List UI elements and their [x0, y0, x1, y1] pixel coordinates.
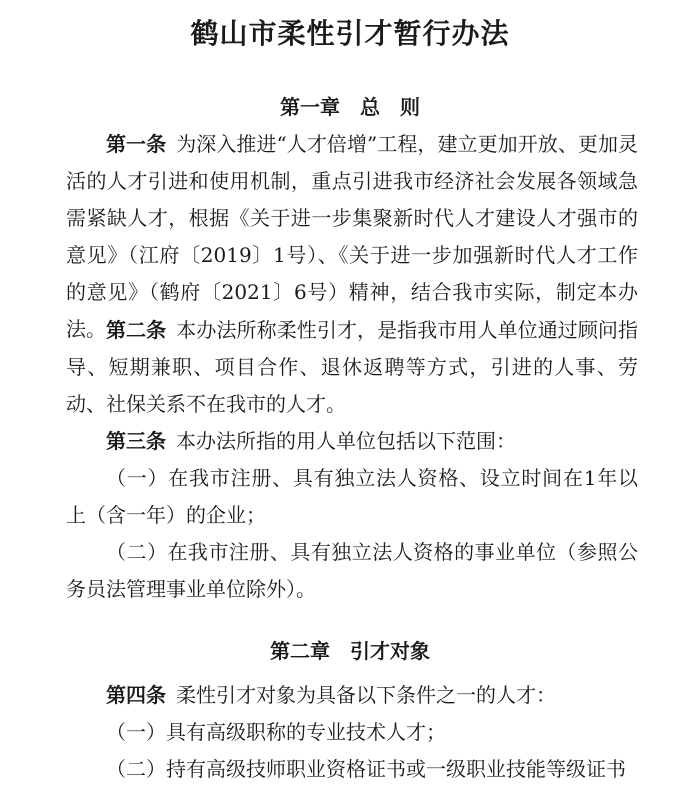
article-number: 第一条 [106, 132, 167, 156]
item-text: （二）持有高级技师职业资格证书或一级职业技能等级证书 [106, 757, 626, 781]
article-text: 柔性引才对象为具备以下条件之一的人才： [176, 683, 556, 707]
chapter-heading-1: 第一章 总 则 [280, 95, 420, 119]
article-3 [66, 423, 638, 460]
article-3-item-1 [66, 460, 638, 534]
article-3-item-2 [66, 534, 638, 608]
article-text: 本办法所指的用人单位包括以下范围： [176, 429, 516, 453]
article-number: 第三条 [106, 429, 166, 453]
article-number: 第四条 [106, 683, 166, 707]
chapter-heading-2: 第二章 引才对象 [270, 639, 430, 663]
document-title: 鹤山市柔性引才暂行办法 [190, 17, 510, 50]
article-text: 本办法所称柔性引才，是指我市用人单位通过顾问指导、短期兼职、项目合作、退休返聘等方式，引进的人事、劳动、社保关系不在我市的人才。 [66, 318, 639, 416]
item-text: （一）在我市注册、具有独立法人资格、设立时间在1年以上（含一年）的企业； [66, 466, 638, 527]
article-4 [66, 677, 638, 714]
item-text: （一）具有高级职称的专业技术人才； [106, 720, 446, 744]
article-number: 第二条 [106, 318, 167, 342]
article-text: 为深入推进“人才倍增”工程，建立更加开放、更加灵活的人才引进和使用机制，重点引进我市经济社会发展各领域急需紧缺人才，根据《关于进一步集聚新时代人才建设人才强市的意见》（江府〔2019〕1号）、《关于进一步加强新时代人才工作的意见》（鹤府〔2021〕6号）精神，结合我市实际，制定本办法。 [66, 132, 638, 341]
article-4-item-1 [66, 714, 638, 751]
article-4-item-2 [66, 751, 638, 788]
item-text: （二）在我市注册、具有独立法人资格的事业单位（参照公务员法管理事业单位除外）。 [66, 540, 638, 601]
article-2 [66, 312, 638, 423]
